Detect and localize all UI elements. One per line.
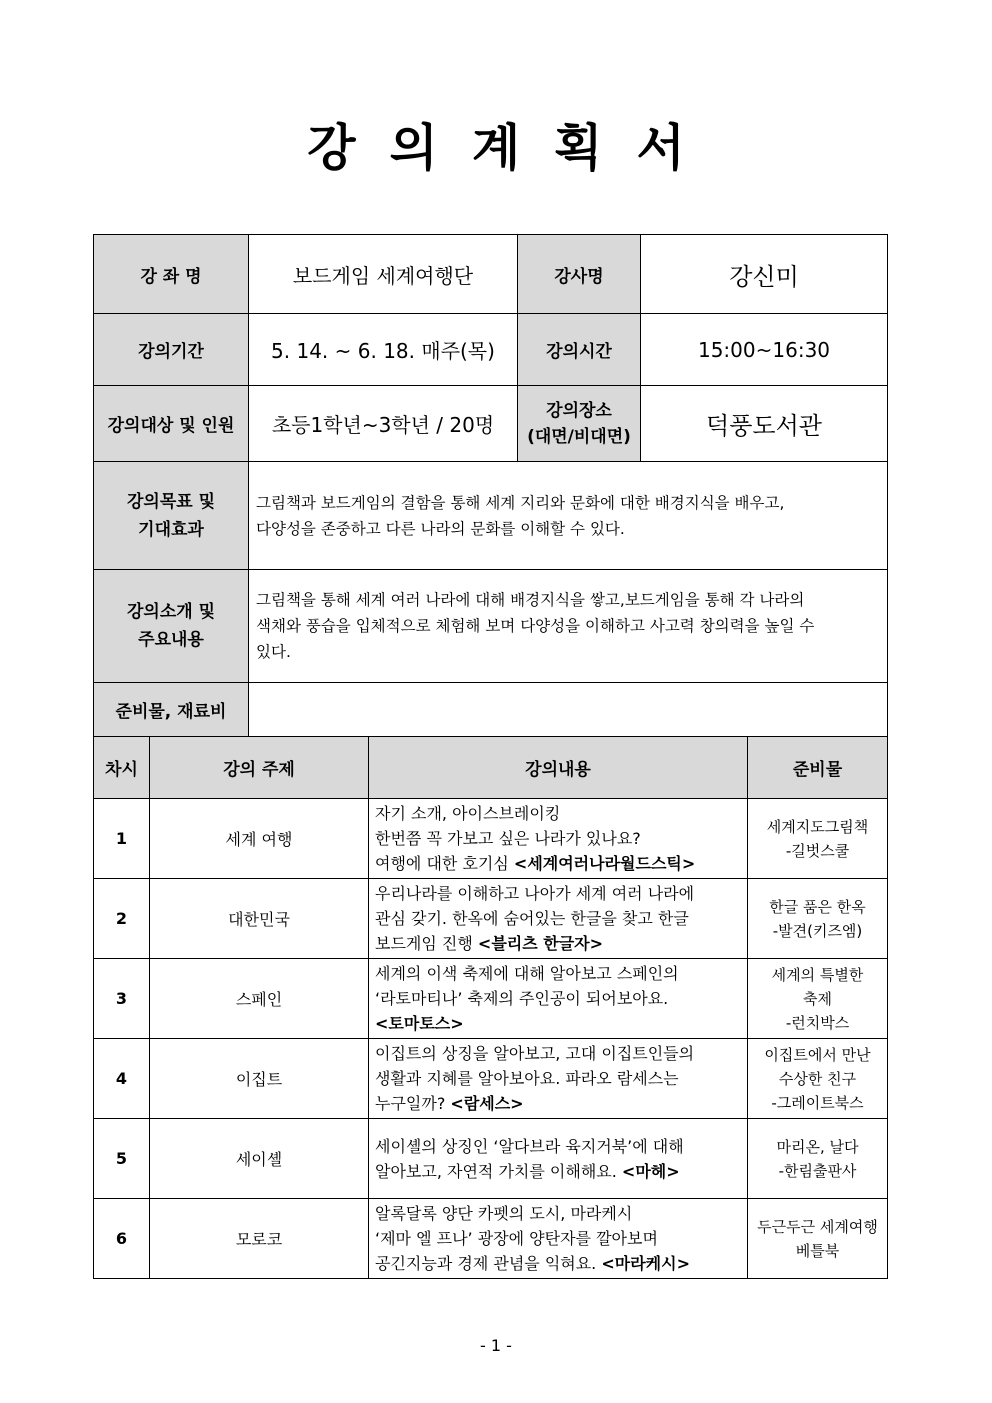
session-content <box>369 1119 748 1199</box>
session-prep <box>748 1199 888 1279</box>
prep-line: -런치박스 <box>785 1013 850 1032</box>
game-title: <세계여러나라월드스틱> <box>513 854 696 873</box>
prep-line: 세계의 특별한 <box>771 965 864 984</box>
period-value: 5. 14. ~ 6. 18. 매주(목) <box>249 314 518 386</box>
goal-line-2: 다양성을 존중하고 다른 나라의 문화를 이해할 수 있다. <box>256 519 625 538</box>
intro-label-line-2: 주요내용 <box>138 630 204 650</box>
prep-line: 이집트에서 만난 <box>764 1045 871 1064</box>
session-topic: 세계 여행 <box>150 799 369 879</box>
game-title: <마헤> <box>621 1161 680 1181</box>
content-text: 알아보고, 자연적 가치를 이해해요. <box>375 1161 622 1181</box>
session-prep <box>748 879 888 959</box>
place-value: 덕풍도서관 <box>641 386 888 462</box>
prep-line: 수상한 친구 <box>778 1069 857 1088</box>
prep-line: 베틀북 <box>795 1241 840 1260</box>
game-title: <토마토스> <box>375 1014 464 1033</box>
intro-line-3: 있다. <box>256 643 291 661</box>
content-line: ‘제마 엘 프나’ 광장에 양탄자를 깔아보며 <box>375 1229 658 1248</box>
prep-line: 축제 <box>803 989 832 1008</box>
place-label <box>518 386 641 462</box>
session-number: 5 <box>94 1119 150 1199</box>
content-line <box>375 851 741 876</box>
content-line <box>375 931 741 956</box>
table-row <box>94 799 888 879</box>
session-number: 1 <box>94 799 150 879</box>
target-value: 초등1학년~3학년 / 20명 <box>249 386 518 462</box>
course-info-table <box>93 234 888 737</box>
table-row <box>94 959 888 1039</box>
table-row <box>94 879 888 959</box>
session-number: 2 <box>94 879 150 959</box>
content-line: ‘라토마티나’ 축제의 주인공이 되어보아요. <box>375 989 669 1008</box>
game-title: <람세스> <box>450 1094 524 1113</box>
instructor-value: 강신미 <box>641 235 888 314</box>
time-value: 15:00~16:30 <box>641 314 888 386</box>
table-row <box>94 1039 888 1119</box>
session-prep <box>748 959 888 1039</box>
session-content <box>369 799 748 879</box>
place-label-line-2: (대면/비대면) <box>527 426 631 447</box>
content-line: 자기 소개, 아이스브레이킹 <box>375 804 561 823</box>
session-topic: 스페인 <box>150 959 369 1039</box>
session-number: 6 <box>94 1199 150 1279</box>
goal-label-line-1: 강의목표 및 <box>126 491 216 512</box>
game-title: <블리츠 한글자> <box>477 934 604 953</box>
content-line: 한번쯤 꼭 가보고 싶은 나라가 있나요? <box>375 829 641 848</box>
intro-line-2: 색채와 풍습을 입체적으로 체험해 보며 다양성을 이해하고 사고력 창의력을 높일 수 <box>256 617 815 635</box>
goal-line-1: 그림책과 보드게임의 결함을 통해 세계 지리와 문화에 대한 배경지식을 배우고, <box>256 493 785 512</box>
target-label: 강의대상 및 인원 <box>94 386 249 462</box>
prep-line: 한글 품은 한옥 <box>769 897 866 916</box>
content-line: 세이셸의 상징인 ‘알다브라 육지거북’에 대해 <box>375 1136 684 1156</box>
content-line <box>375 1011 741 1036</box>
prep-line: 두근두근 세계여행 <box>757 1217 878 1236</box>
session-prep <box>748 799 888 879</box>
content-line: 관심 갖기. 한옥에 숨어있는 한글을 찾고 한글 <box>375 909 689 928</box>
goal-text <box>249 462 888 570</box>
content-line: 생활과 지혜를 알아보아요. 파라오 람세스는 <box>375 1069 679 1088</box>
content-line <box>375 1251 741 1276</box>
session-topic: 모로코 <box>150 1199 369 1279</box>
place-label-line-1: 강의장소 <box>546 400 612 421</box>
prep-line: -그레이트북스 <box>771 1093 864 1112</box>
intro-line-1: 그림책을 통해 세계 여러 나라에 대해 배경지식을 쌓고,보드게임을 통해 각 나라의 <box>256 591 805 609</box>
prep-line: -발견(키즈엠) <box>772 921 863 940</box>
content-line <box>375 1159 741 1184</box>
session-content <box>369 1039 748 1119</box>
session-topic: 대한민국 <box>150 879 369 959</box>
content-line: 세계의 이색 축제에 대해 알아보고 스페인의 <box>375 964 679 983</box>
session-content <box>369 959 748 1039</box>
content-line: 알록달록 양단 카펫의 도시, 마라케시 <box>375 1204 633 1223</box>
header-content: 강의내용 <box>369 737 748 799</box>
intro-label <box>94 570 249 683</box>
materials-label: 준비물, 재료비 <box>94 683 249 737</box>
content-text: 보드게임 진행 <box>375 934 478 953</box>
schedule-table <box>93 736 888 1279</box>
header-session: 차시 <box>94 737 150 799</box>
session-topic: 세이셸 <box>150 1119 369 1199</box>
page-number: - 1 - <box>480 1336 512 1355</box>
content-line <box>375 1091 741 1116</box>
course-name-label: 강 좌 명 <box>94 235 249 314</box>
course-name-value: 보드게임 세계여행단 <box>249 235 518 314</box>
materials-value <box>249 683 888 737</box>
prep-line: -길벗스쿨 <box>785 841 850 860</box>
intro-label-line-1: 강의소개 및 <box>126 602 216 622</box>
game-title: <마라케시> <box>601 1254 690 1273</box>
session-number: 4 <box>94 1039 150 1119</box>
table-row <box>94 1119 888 1199</box>
content-text: 공긴지능과 경제 관념을 익혀요. <box>375 1254 602 1273</box>
content-line: 우리나라를 이해하고 나아가 세계 여러 나라에 <box>375 884 695 903</box>
session-content <box>369 1199 748 1279</box>
session-topic: 이집트 <box>150 1039 369 1119</box>
prep-line: 세계지도그림책 <box>766 817 869 836</box>
content-line: 이집트의 상징을 알아보고, 고대 이집트인들의 <box>375 1044 695 1063</box>
instructor-label: 강사명 <box>518 235 641 314</box>
header-prep: 준비물 <box>748 737 888 799</box>
period-label: 강의기간 <box>94 314 249 386</box>
session-prep <box>748 1039 888 1119</box>
goal-label-line-2: 기대효과 <box>138 519 204 540</box>
prep-line: 마리온, 날다 <box>776 1137 859 1156</box>
content-text: 여행에 대한 호기심 <box>375 854 514 873</box>
header-topic: 강의 주제 <box>150 737 369 799</box>
content-text: 누구일까? <box>375 1094 451 1113</box>
table-row <box>94 1199 888 1279</box>
session-number: 3 <box>94 959 150 1039</box>
session-prep <box>748 1119 888 1199</box>
page-title: 강의계획서 <box>307 119 719 177</box>
intro-text <box>249 570 888 683</box>
time-label: 강의시간 <box>518 314 641 386</box>
prep-line: -한림출판사 <box>778 1161 857 1180</box>
session-content <box>369 879 748 959</box>
goal-label <box>94 462 249 570</box>
